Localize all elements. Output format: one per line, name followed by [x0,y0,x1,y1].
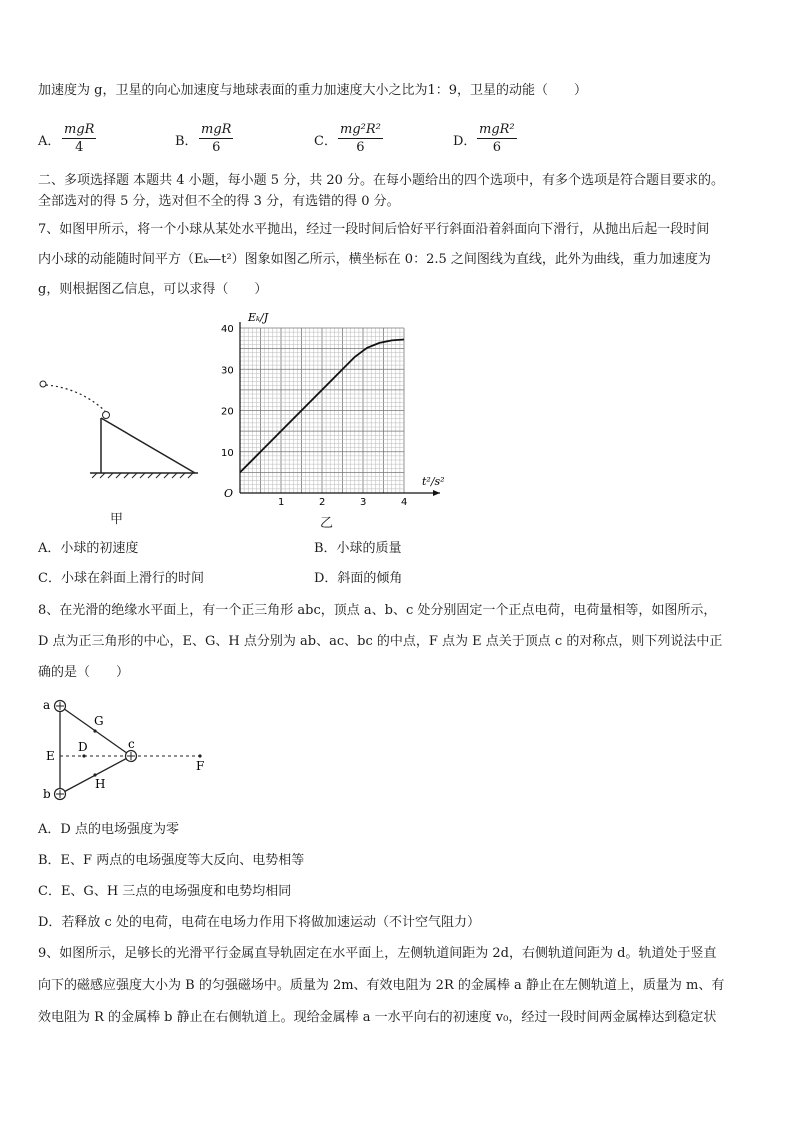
figure-yi-caption: 乙 [320,516,334,531]
chart-axes [240,322,440,496]
incline-slope [101,418,195,473]
label-g: G [94,714,104,728]
option-label: A． [38,134,61,149]
origin-label: O [224,487,234,500]
x-tick-label: 2 [319,497,326,508]
trajectory-path [46,385,105,411]
fraction-denominator: 6 [356,140,365,155]
point-f [198,754,201,757]
label-e: E [46,749,55,763]
option-fraction [338,121,383,157]
q9-line2: 向下的磁感应强度大小为 B 的匀强磁场中。质量为 2m、有效电阻为 2R 的金属棒 a 静止在左侧轨道上，质量为 m、有 [38,978,725,993]
y-axis-label: Eₖ/J [248,311,269,324]
option-label: D． [453,134,477,149]
point-g [93,729,96,732]
q6-option-a[interactable] [38,121,138,159]
x-axis-arrow-icon [433,490,440,496]
label-d: D [78,740,88,754]
q8-line1: 8、在光滑的绝缘水平面上，有一个正三角形 abc，顶点 a、b、c 处分别固定一个正点电荷，电荷量相等，如图所示， [38,603,717,618]
chart-grid [240,328,404,493]
fraction-numerator: mgR [64,122,95,137]
q7-line2: 内小球的动能随时间平方（Eₖ—t²）图象如图乙所示，横坐标在 0：2.5 之间图线为直线，此外为曲线，重力加速度为 [38,252,711,267]
fraction-numerator: mg²R² [340,122,381,137]
q7-line1: 7、如图甲所示，将一个小球从某处水平抛出，经过一段时间后恰好平行斜面沿着斜面向下滑行，从抛出后起一段时间 [38,222,710,237]
label-b: b [43,787,51,801]
option-label: B． [175,134,198,149]
q8-option-b[interactable]: B．E、F 两点的电场强度等大反向、电势相等 [38,853,305,868]
q9-line3: 效电阻为 R 的金属棒 b 静止在右侧轨道上。现给金属棒 a 一水平向右的初速度 v₀，经过一段时间两金属棒达到稳定状 [38,1010,717,1025]
q8-line3: 确的是（ ） [38,665,130,680]
option-label: C． [314,134,337,149]
x-tick-label: 4 [401,497,408,508]
charge-c [126,751,137,762]
triangle-charge-figure [40,694,230,806]
q6-option-b[interactable] [175,121,275,159]
section2-line2: 全部选对的得 5 分，选对但不全的得 3 分，有选错的得 0 分。 [38,194,400,209]
charge-b [55,789,66,800]
fraction-denominator: 6 [492,140,501,155]
y-tick-label: 10 [221,447,234,459]
q7-line3: g，则根据图乙信息，可以求得（ ） [38,282,268,297]
label-h: H [95,777,106,791]
x-axis-label: t²/s² [422,475,445,488]
y-tick-label: 40 [221,324,234,335]
q6-stem-tail: 加速度为 g，卫星的向心加速度与地球表面的重力加速度大小之比为1：9，卫星的动能（ ） [38,83,587,98]
q7-option-d[interactable]: D．斜面的倾角 [314,571,403,586]
charge-a [55,701,66,712]
q9-line1: 9、如图所示，足够长的光滑平行金属直导轨固定在水平面上，左侧轨道间距为 2d，右侧轨道间距为 d。轨道处于竖直 [38,946,717,961]
ball-on-incline [103,412,110,419]
q7-option-a[interactable]: A．小球的初速度 [38,541,139,556]
q8-option-d[interactable]: D．若释放 c 处的电荷，电荷在电场力作用下将做加速运动（不计空气阻力） [38,915,480,930]
fraction-denominator: 6 [212,140,221,155]
q6-option-c[interactable] [314,121,424,159]
figure-incline [30,370,210,485]
fraction-denominator: 4 [75,140,84,155]
x-tick-label: 1 [278,497,285,508]
ek-t2-chart [214,308,454,520]
fraction-numerator: mgR² [479,122,515,137]
q7-option-c[interactable]: C．小球在斜面上滑行的时间 [38,571,204,586]
point-d [82,754,85,757]
q7-option-b[interactable]: B．小球的质量 [314,541,402,556]
option-fraction [199,121,233,157]
q8-option-a[interactable]: A．D 点的电场强度为零 [38,822,179,837]
q8-option-c[interactable]: C．E、G、H 三点的电场强度和电势均相同 [38,884,292,899]
figure-jia-caption: 甲 [110,512,124,527]
x-tick-label: 3 [360,497,367,508]
fraction-numerator: mgR [201,122,232,137]
launch-point [40,381,46,387]
option-fraction [62,121,96,157]
section2-line1: 二、多项选择题 本题共 4 小题，每小题 5 分，共 20 分。在每小题给出的四个选项中，有多个选项是符合题目要求的。 [38,173,725,188]
label-a: a [43,698,51,712]
q8-line2: D 点为正三角形的中心，E、G、H 点分别为 ab、ac、bc 的中点，F 点为 E 点关于顶点 c 的对称点，则下列说法中正 [38,634,723,649]
label-c: c [128,737,135,751]
y-tick-label: 30 [221,365,234,377]
option-fraction [477,121,517,157]
label-f: F [196,759,205,773]
q6-option-d[interactable] [453,121,563,159]
y-tick-label: 20 [221,406,234,418]
